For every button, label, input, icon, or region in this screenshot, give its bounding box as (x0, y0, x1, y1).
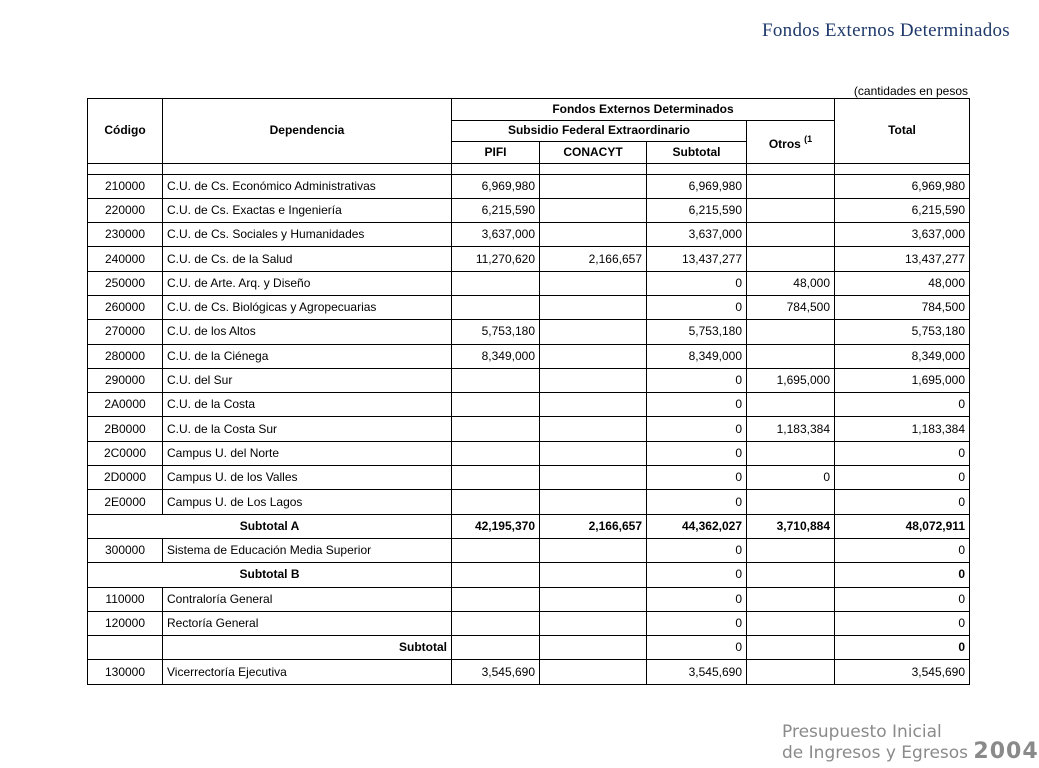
cell-code: 2D0000 (88, 466, 163, 490)
header-subsidio-federal: Subsidio Federal Extraordinario (452, 120, 747, 142)
cell-dependencia: C.U. de la Costa Sur (163, 417, 452, 441)
cell-conacyt (540, 198, 647, 222)
cell-dependencia: Campus U. de Los Lagos (163, 490, 452, 514)
units-note: (cantidades en pesos (853, 84, 968, 98)
cell-subtotal: 44,362,027 (647, 514, 747, 538)
table-row (88, 660, 970, 684)
cell-code: 110000 (88, 587, 163, 611)
table-row (88, 441, 970, 465)
footer-line-2-text: de Ingresos y Egresos (782, 743, 969, 763)
cell-otros (747, 441, 835, 465)
subtotal-b-label: Subtotal B (88, 563, 452, 587)
cell-otros: 1,183,384 (747, 417, 835, 441)
cell-total: 1,695,000 (835, 368, 970, 392)
cell-otros (747, 611, 835, 635)
page-title: Fondos Externos Determinados (762, 20, 1010, 41)
footer-logo (782, 722, 1039, 763)
cell-pifi (452, 393, 540, 417)
cell-total: 0 (835, 587, 970, 611)
cell-subtotal: 0 (647, 466, 747, 490)
cell-conacyt (540, 636, 647, 660)
cell-dependencia: C.U. del Sur (163, 368, 452, 392)
table-row (88, 490, 970, 514)
cell-conacyt (540, 611, 647, 635)
cell-code: 210000 (88, 174, 163, 198)
cell-subtotal: 3,545,690 (647, 660, 747, 684)
cell-dependencia: C.U. de la Costa (163, 393, 452, 417)
cell-otros (747, 223, 835, 247)
header-fondos-externos: Fondos Externos Determinados (452, 99, 835, 121)
cell-conacyt (540, 660, 647, 684)
cell-code: 240000 (88, 247, 163, 271)
cell-dependencia: C.U. de la Ciénega (163, 344, 452, 368)
table-row (88, 417, 970, 441)
cell-pifi: 5,753,180 (452, 320, 540, 344)
cell-pifi (452, 368, 540, 392)
cell-dependencia: Campus U. de los Valles (163, 466, 452, 490)
cell-dependencia: C.U. de Cs. Exactas e Ingeniería (163, 198, 452, 222)
cell-dependencia: C.U. de los Altos (163, 320, 452, 344)
cell-otros (747, 393, 835, 417)
cell-total: 13,437,277 (835, 247, 970, 271)
cell-subtotal: 0 (647, 587, 747, 611)
cell-conacyt (540, 538, 647, 562)
cell-pifi (452, 636, 540, 660)
cell-conacyt (540, 563, 647, 587)
cell-conacyt (540, 368, 647, 392)
cell-subtotal: 6,215,590 (647, 198, 747, 222)
cell-empty (88, 636, 163, 660)
cell-dependencia: C.U. de Cs. Sociales y Humanidades (163, 223, 452, 247)
cell-otros (747, 563, 835, 587)
cell-subtotal: 0 (647, 295, 747, 319)
cell-subtotal: 6,969,980 (647, 174, 747, 198)
subtotal-a-row (88, 514, 970, 538)
cell-conacyt (540, 320, 647, 344)
cell-total: 5,753,180 (835, 320, 970, 344)
subtotal-c-label: Subtotal (163, 636, 452, 660)
cell-otros (747, 490, 835, 514)
cell-subtotal: 3,637,000 (647, 223, 747, 247)
cell-conacyt (540, 587, 647, 611)
cell-code: 260000 (88, 295, 163, 319)
cell-total: 0 (835, 490, 970, 514)
header-otros-note: (1 (804, 133, 813, 144)
cell-subtotal: 0 (647, 441, 747, 465)
table-row (88, 466, 970, 490)
cell-subtotal: 8,349,000 (647, 344, 747, 368)
cell-conacyt: 2,166,657 (540, 247, 647, 271)
table-row (88, 271, 970, 295)
table-row (88, 611, 970, 635)
cell-total: 48,072,911 (835, 514, 970, 538)
footer-line-1: Presupuesto Inicial (782, 722, 942, 742)
footer-year: 2004 (973, 739, 1039, 764)
cell-conacyt (540, 490, 647, 514)
cell-pifi: 8,349,000 (452, 344, 540, 368)
table-row (88, 320, 970, 344)
cell-code: 270000 (88, 320, 163, 344)
cell-otros: 3,710,884 (747, 514, 835, 538)
table-row (88, 587, 970, 611)
cell-pifi (452, 441, 540, 465)
header-conacyt: CONACYT (540, 142, 647, 164)
cell-code: 220000 (88, 198, 163, 222)
cell-otros (747, 538, 835, 562)
cell-otros (747, 636, 835, 660)
cell-pifi (452, 295, 540, 319)
cell-conacyt (540, 441, 647, 465)
cell-subtotal: 13,437,277 (647, 247, 747, 271)
cell-subtotal: 5,753,180 (647, 320, 747, 344)
cell-pifi: 3,545,690 (452, 660, 540, 684)
cell-pifi: 6,969,980 (452, 174, 540, 198)
cell-total: 1,183,384 (835, 417, 970, 441)
table-row (88, 344, 970, 368)
cell-total: 0 (835, 393, 970, 417)
cell-otros (747, 320, 835, 344)
cell-dependencia: Contraloría General (163, 587, 452, 611)
table-row (88, 295, 970, 319)
table-row (88, 198, 970, 222)
cell-pifi: 11,270,620 (452, 247, 540, 271)
cell-conacyt (540, 223, 647, 247)
cell-total: 0 (835, 611, 970, 635)
cell-conacyt (540, 271, 647, 295)
cell-dependencia: C.U. de Cs. de la Salud (163, 247, 452, 271)
cell-code: 2C0000 (88, 441, 163, 465)
cell-total: 8,349,000 (835, 344, 970, 368)
cell-subtotal: 0 (647, 271, 747, 295)
subtotal-b-row (88, 563, 970, 587)
cell-code: 120000 (88, 611, 163, 635)
cell-total: 0 (835, 466, 970, 490)
header-otros-label: Otros (768, 136, 801, 151)
cell-conacyt (540, 295, 647, 319)
cell-subtotal: 0 (647, 417, 747, 441)
cell-otros: 784,500 (747, 295, 835, 319)
table-row (88, 247, 970, 271)
table-row (88, 368, 970, 392)
cell-conacyt: 2,166,657 (540, 514, 647, 538)
cell-total: 3,545,690 (835, 660, 970, 684)
cell-total: 6,215,590 (835, 198, 970, 222)
cell-dependencia: Sistema de Educación Media Superior (163, 538, 452, 562)
cell-pifi (452, 587, 540, 611)
header-pifi: PIFI (452, 142, 540, 164)
table-row (88, 393, 970, 417)
cell-otros (747, 198, 835, 222)
cell-otros (747, 174, 835, 198)
table-row (88, 223, 970, 247)
cell-pifi (452, 611, 540, 635)
cell-total: 0 (835, 563, 970, 587)
header-otros (747, 120, 835, 163)
header-subtotal: Subtotal (647, 142, 747, 164)
cell-code: 250000 (88, 271, 163, 295)
cell-otros: 1,695,000 (747, 368, 835, 392)
cell-subtotal: 0 (647, 563, 747, 587)
cell-otros: 0 (747, 466, 835, 490)
cell-subtotal: 0 (647, 368, 747, 392)
spacer-row (88, 163, 970, 174)
cell-conacyt (540, 466, 647, 490)
cell-total: 0 (835, 636, 970, 660)
cell-pifi (452, 538, 540, 562)
cell-code: 2E0000 (88, 490, 163, 514)
cell-subtotal: 0 (647, 636, 747, 660)
header-total: Total (835, 99, 970, 164)
cell-subtotal: 0 (647, 393, 747, 417)
cell-dependencia: Vicerrectoría Ejecutiva (163, 660, 452, 684)
cell-otros: 48,000 (747, 271, 835, 295)
cell-dependencia: Campus U. del Norte (163, 441, 452, 465)
cell-otros (747, 247, 835, 271)
cell-code: 2B0000 (88, 417, 163, 441)
cell-subtotal: 0 (647, 490, 747, 514)
cell-otros (747, 660, 835, 684)
cell-code: 230000 (88, 223, 163, 247)
footer-line-2 (782, 739, 1039, 764)
cell-total: 0 (835, 538, 970, 562)
budget-table (87, 98, 970, 685)
cell-code: 290000 (88, 368, 163, 392)
cell-code: 280000 (88, 344, 163, 368)
cell-total: 784,500 (835, 295, 970, 319)
cell-code: 130000 (88, 660, 163, 684)
cell-total: 0 (835, 441, 970, 465)
header-dependencia: Dependencia (163, 99, 452, 164)
cell-total: 48,000 (835, 271, 970, 295)
cell-subtotal: 0 (647, 611, 747, 635)
cell-total: 3,637,000 (835, 223, 970, 247)
cell-pifi (452, 563, 540, 587)
cell-pifi (452, 466, 540, 490)
cell-dependencia: Rectoría General (163, 611, 452, 635)
cell-conacyt (540, 174, 647, 198)
cell-pifi (452, 490, 540, 514)
cell-code: 300000 (88, 538, 163, 562)
cell-subtotal: 0 (647, 538, 747, 562)
cell-pifi: 3,637,000 (452, 223, 540, 247)
cell-pifi (452, 271, 540, 295)
table-row (88, 538, 970, 562)
cell-dependencia: C.U. de Cs. Económico Administrativas (163, 174, 452, 198)
table-row (88, 174, 970, 198)
cell-code: 2A0000 (88, 393, 163, 417)
subtotal-a-label: Subtotal A (88, 514, 452, 538)
cell-pifi: 6,215,590 (452, 198, 540, 222)
cell-pifi: 42,195,370 (452, 514, 540, 538)
cell-otros (747, 344, 835, 368)
cell-conacyt (540, 344, 647, 368)
cell-conacyt (540, 393, 647, 417)
cell-dependencia: C.U. de Arte. Arq. y Diseño (163, 271, 452, 295)
cell-dependencia: C.U. de Cs. Biológicas y Agropecuarias (163, 295, 452, 319)
cell-conacyt (540, 417, 647, 441)
cell-pifi (452, 417, 540, 441)
cell-otros (747, 587, 835, 611)
header-codigo: Código (88, 99, 163, 164)
subtotal-c-row (88, 636, 970, 660)
cell-total: 6,969,980 (835, 174, 970, 198)
